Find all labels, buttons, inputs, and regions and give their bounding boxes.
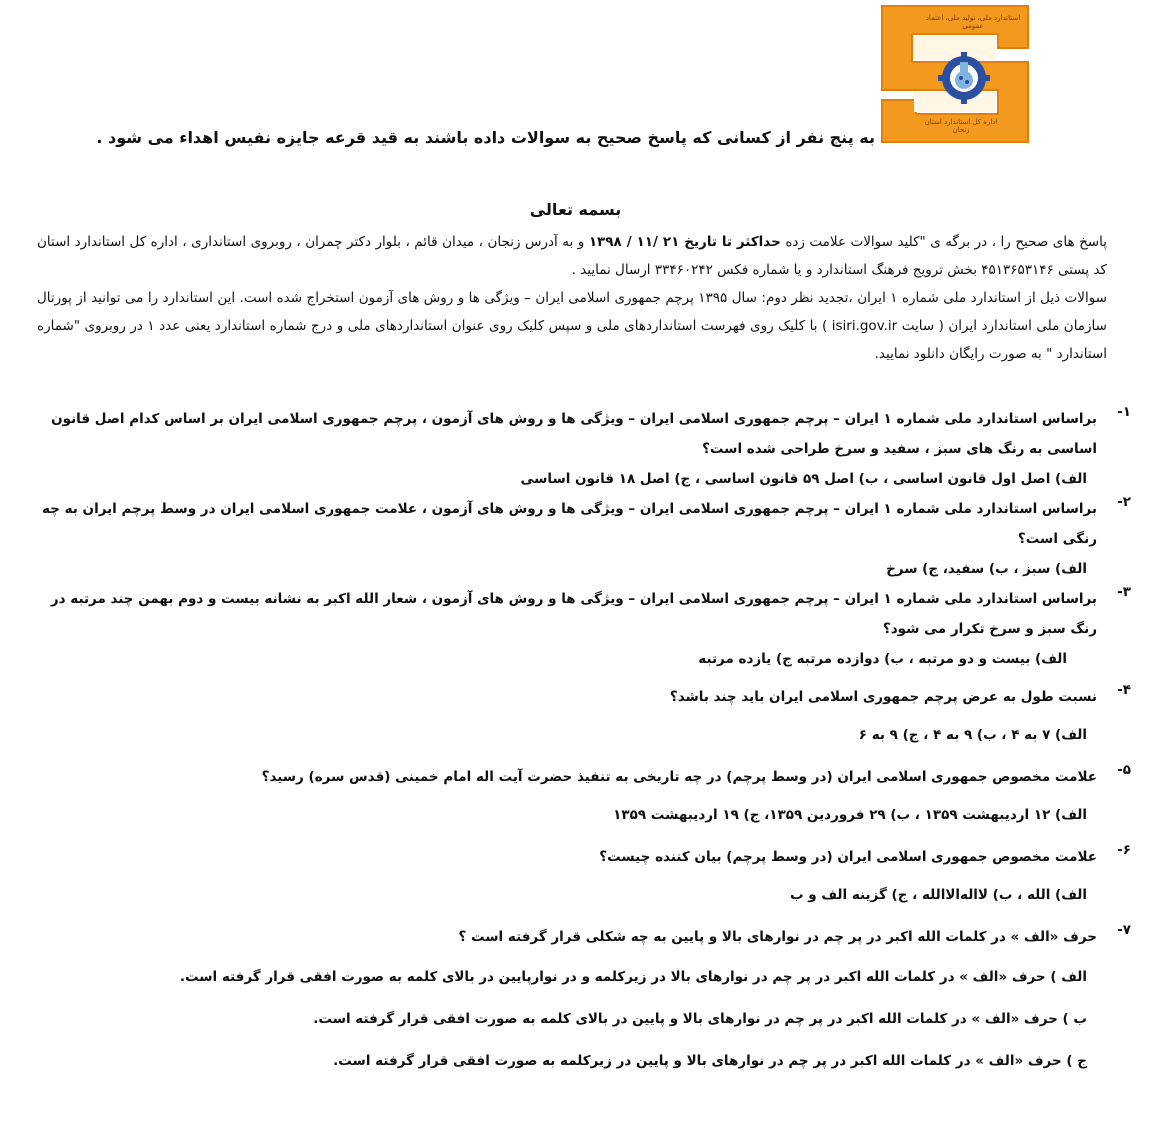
question-7 bbox=[11, 922, 1131, 1076]
question-4 bbox=[11, 682, 1131, 750]
basmala-heading: بسمه تعالی bbox=[529, 200, 622, 219]
logo-bottom-text: اداره کل استاندارد استان زنجان bbox=[924, 118, 998, 134]
question-option-a: الف ) حرف «الف » در کلمات الله اکبر در پر چم در نوارهای بالا در زیرکلمه و در نوارپایین در بالای کلمه به صورت افقی قرار گرفته است. bbox=[179, 969, 1087, 985]
intro-l1c: و به آدرس زنجان ، میدان قائم ، بلوار دکتر چمران ، روبروی استانداری ، اداره کل استاندارد استان کد پستی ۴۵۱۳۶۵۳۱۴۶ بخش ترویج فرهنگ استاندارد و یا شماره فکس ۳۳۴۶۰۲۴۲ ارسال نمایید . bbox=[37, 234, 1107, 278]
questions-list bbox=[11, 404, 1131, 1076]
intro-paragraph-1 bbox=[37, 228, 1107, 284]
question-1 bbox=[11, 404, 1131, 494]
question-text: نسبت طول به عرض پرچم جمهوری اسلامی ایران باید چند باشد؟ bbox=[669, 689, 1097, 705]
question-answers: الف) ۱۲ اردیبهشت ۱۳۵۹ ، ب) ۲۹ فروردین ۱۳۵۹، ج) ۱۹ اردیبهشت ۱۳۵۹ bbox=[613, 807, 1087, 823]
question-answers: الف) الله ، ب) لااله‌الاالله ، ج) گزینه الف و ب bbox=[790, 887, 1087, 903]
logo-top-text: استاندارد ملی، تولید ملی، اعتماد عمومی bbox=[925, 14, 1021, 30]
question-option-c: ج ) حرف «الف » در کلمات الله اکبر در پر چم در نوارهای بالا و پایین در زیرکلمه به صورت افقی قرار گرفته است. bbox=[333, 1053, 1087, 1069]
deadline-text: حداکثر تا تاریخ ۲۱ /۱۱ / ۱۳۹۸ bbox=[588, 234, 781, 250]
intro-section bbox=[37, 228, 1107, 368]
question-5 bbox=[11, 762, 1131, 830]
question-number: ۵- bbox=[1117, 762, 1131, 778]
question-answers: الف) سبز ، ب) سفید، ج) سرخ bbox=[886, 561, 1087, 577]
standard-logo bbox=[880, 4, 1033, 144]
question-text: علامت مخصوص جمهوری اسلامی ایران (در وسط پرچم) بیان کننده چیست؟ bbox=[599, 849, 1097, 865]
question-text: براساس استاندارد ملی شماره ۱ ایران – پرچم جمهوری اسلامی ایران – ویژگی ها و روش های آزمون ، علامت جمهوری اسلامی ایران در وسط پرچم ایران به چه رنگی است؟ bbox=[41, 501, 1097, 547]
question-6 bbox=[11, 842, 1131, 910]
question-text: علامت مخصوص جمهوری اسلامی ایران (در وسط پرچم) در چه تاریخی به تنفیذ حضرت آیت اله امام خمینی (قدس سره) رسید؟ bbox=[261, 769, 1097, 785]
intro-paragraph-2: سوالات ذیل از استاندارد ملی شماره ۱ ایران ،تجدید نظر دوم: سال ۱۳۹۵ پرچم جمهوری اسلامی ایران – ویژگی ها و روش های آزمون استخراج شده است. این استاندارد را می توانید از پورتال سازمان ملی استاندارد ایران ( سایت isiri.gov.ir ) با کلیک روی فهرست استانداردهای ملی و سپس کلیک روی عنوان استانداردهای ملی و درج شماره استاندارد یعنی عدد ۱ در روبروی "شماره استاندارد " به صورت رایگان دانلود نمایید. bbox=[37, 290, 1107, 362]
question-answers: الف) اصل اول قانون اساسی ، ب) اصل ۵۹ قانون اساسی ، ج) اصل ۱۸ قانون اساسی bbox=[520, 471, 1087, 487]
question-number: ۲- bbox=[1117, 494, 1131, 510]
question-3 bbox=[11, 584, 1131, 674]
question-number: ۶- bbox=[1117, 842, 1131, 858]
question-text: براساس استاندارد ملی شماره ۱ ایران – پرچم جمهوری اسلامی ایران – ویژگی ها و روش های آزمون ، شعار الله اکبر به نشانه بیست و دوم بهمن چند مرتبه در رنگ سبز و سرخ تکرار می شود؟ bbox=[50, 591, 1097, 637]
question-text: براساس استاندارد ملی شماره ۱ ایران – پرچم جمهوری اسلامی ایران – ویژگی ها و روش های آزمون ، پرچم جمهوری اسلامی ایران بر اساس کدام اصل قانون اساسی به رنگ های سبز ، سفید و سرخ طراحی شده است؟ bbox=[51, 411, 1097, 457]
prize-announcement: به پنج نفر از کسانی که پاسخ صحیح به سوالات داده باشند به قید قرعه جایزه نفیس اهداء می شود . bbox=[96, 128, 875, 147]
question-answers: الف) ۷ به ۴ ، ب) ۹ به ۴ ، ج) ۹ به ۶ bbox=[858, 727, 1087, 743]
question-number: ۱- bbox=[1117, 404, 1131, 420]
question-answers: الف) بیست و دو مرتبه ، ب) دوازده مرتبه ج) یازده مرتبه bbox=[698, 651, 1067, 667]
intro-l1a: پاسخ های صحیح را ، در برگه ی "کلید سوالات علامت زده bbox=[780, 234, 1107, 250]
logo-top-panel bbox=[914, 36, 996, 60]
question-2 bbox=[11, 494, 1131, 584]
question-option-b: ب ) حرف «الف » در کلمات الله اکبر در پر چم در نوارهای بالا و پایین در بالای کلمه به صورت افقی قرار گرفته است. bbox=[313, 1011, 1087, 1027]
question-text: حرف «الف » در کلمات الله اکبر در پر چم در نوارهای بالا و پایین به چه شکلی قرار گرفته است ؟ bbox=[458, 929, 1097, 945]
question-number: ۳- bbox=[1117, 584, 1131, 600]
question-number: ۴- bbox=[1117, 682, 1131, 698]
question-number: ۷- bbox=[1117, 922, 1131, 938]
